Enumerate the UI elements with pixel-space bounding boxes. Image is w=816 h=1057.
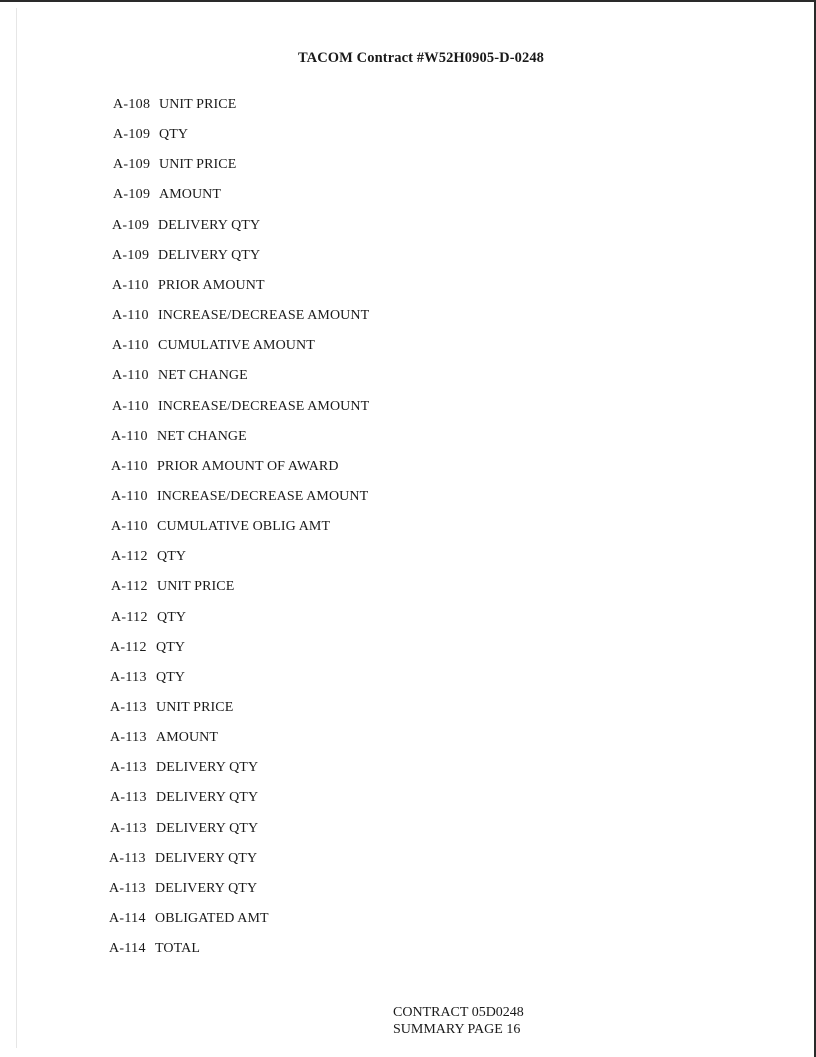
list-item — [109, 880, 257, 898]
list-item — [113, 96, 236, 114]
list-item — [110, 729, 218, 747]
page-border-top — [0, 0, 816, 2]
item-code: A-109 — [112, 217, 150, 233]
item-code: A-110 — [112, 277, 149, 293]
item-description: TOTAL — [155, 941, 201, 957]
item-description: AMOUNT — [159, 187, 222, 203]
item-description: NET CHANGE — [157, 428, 247, 444]
item-code: A-113 — [110, 790, 147, 806]
item-code: A-112 — [111, 609, 148, 625]
item-description: UNIT PRICE — [157, 579, 235, 595]
list-item — [111, 458, 339, 476]
item-description: QTY — [156, 639, 186, 655]
item-description: QTY — [157, 549, 187, 565]
item-description: DELIVERY QTY — [155, 850, 258, 866]
list-item — [112, 337, 315, 355]
list-item — [112, 277, 265, 295]
footer-contract-number: CONTRACT 05D0248 — [393, 1005, 524, 1020]
item-description: INCREASE/DECREASE AMOUNT — [158, 398, 370, 414]
item-code: A-108 — [113, 97, 151, 112]
list-item — [109, 850, 257, 868]
page-scan-edge — [16, 8, 17, 1048]
list-item — [112, 217, 260, 235]
item-description: QTY — [159, 127, 189, 143]
list-item — [110, 639, 185, 657]
list-item — [111, 548, 186, 566]
list-item — [111, 488, 368, 506]
item-code: A-113 — [109, 850, 146, 866]
item-description: NET CHANGE — [158, 368, 248, 384]
item-code: A-110 — [111, 428, 148, 444]
item-code: A-113 — [110, 760, 147, 776]
item-description: UNIT PRICE — [159, 97, 237, 112]
footer-page-number: SUMMARY PAGE 16 — [393, 1022, 521, 1037]
item-code: A-113 — [109, 880, 146, 896]
item-code: A-114 — [109, 911, 146, 927]
item-description: PRIOR AMOUNT — [158, 277, 265, 293]
item-code: A-112 — [111, 549, 148, 565]
item-code: A-110 — [111, 519, 148, 535]
list-item — [109, 940, 200, 958]
item-code: A-113 — [110, 730, 147, 746]
item-description: AMOUNT — [156, 730, 219, 746]
item-code: A-109 — [113, 127, 151, 143]
item-code: A-110 — [111, 488, 148, 504]
item-description: INCREASE/DECREASE AMOUNT — [157, 488, 369, 504]
list-item — [111, 609, 186, 627]
page-title: TACOM Contract #W52H0905-D-0248 — [297, 50, 545, 66]
list-item — [110, 820, 258, 838]
page-footer — [393, 1004, 524, 1038]
list-item — [110, 789, 258, 807]
item-code: A-112 — [110, 639, 147, 655]
item-description: DELIVERY QTY — [156, 790, 259, 806]
item-code: A-112 — [111, 579, 148, 595]
item-description: PRIOR AMOUNT OF AWARD — [157, 458, 339, 474]
list-item — [111, 428, 247, 446]
item-description: DELIVERY QTY — [158, 217, 261, 233]
item-code: A-113 — [110, 669, 147, 685]
item-description: CUMULATIVE OBLIG AMT — [157, 519, 331, 535]
list-item — [112, 247, 260, 265]
item-code: A-110 — [111, 458, 148, 474]
list-item — [113, 186, 221, 204]
item-description: QTY — [156, 669, 186, 685]
item-description: QTY — [157, 609, 187, 625]
item-code: A-109 — [113, 187, 151, 203]
item-description: INCREASE/DECREASE AMOUNT — [158, 308, 370, 324]
item-description: DELIVERY QTY — [156, 820, 259, 836]
item-description: DELIVERY QTY — [155, 880, 258, 896]
list-item — [112, 398, 369, 416]
item-description: UNIT PRICE — [159, 157, 237, 173]
list-item — [111, 578, 234, 596]
list-item — [113, 156, 236, 174]
item-description: DELIVERY QTY — [158, 247, 261, 263]
item-description: CUMULATIVE AMOUNT — [158, 338, 315, 354]
item-description: UNIT PRICE — [156, 700, 234, 715]
item-code: A-113 — [110, 700, 147, 715]
item-code: A-110 — [112, 308, 149, 324]
item-code: A-109 — [112, 247, 150, 263]
list-item — [112, 307, 369, 325]
item-description: DELIVERY QTY — [156, 760, 259, 776]
item-code: A-110 — [112, 368, 149, 384]
item-code: A-109 — [113, 157, 151, 173]
item-description: OBLIGATED AMT — [155, 911, 269, 927]
item-code: A-114 — [109, 941, 146, 957]
list-item — [111, 518, 330, 536]
item-code: A-110 — [112, 398, 149, 414]
item-code: A-113 — [110, 820, 147, 836]
item-code: A-110 — [112, 338, 149, 354]
list-item — [113, 126, 188, 144]
list-item — [112, 367, 248, 385]
list-item — [110, 759, 258, 777]
list-item — [110, 699, 233, 717]
list-item — [109, 910, 269, 928]
list-item — [110, 669, 185, 687]
